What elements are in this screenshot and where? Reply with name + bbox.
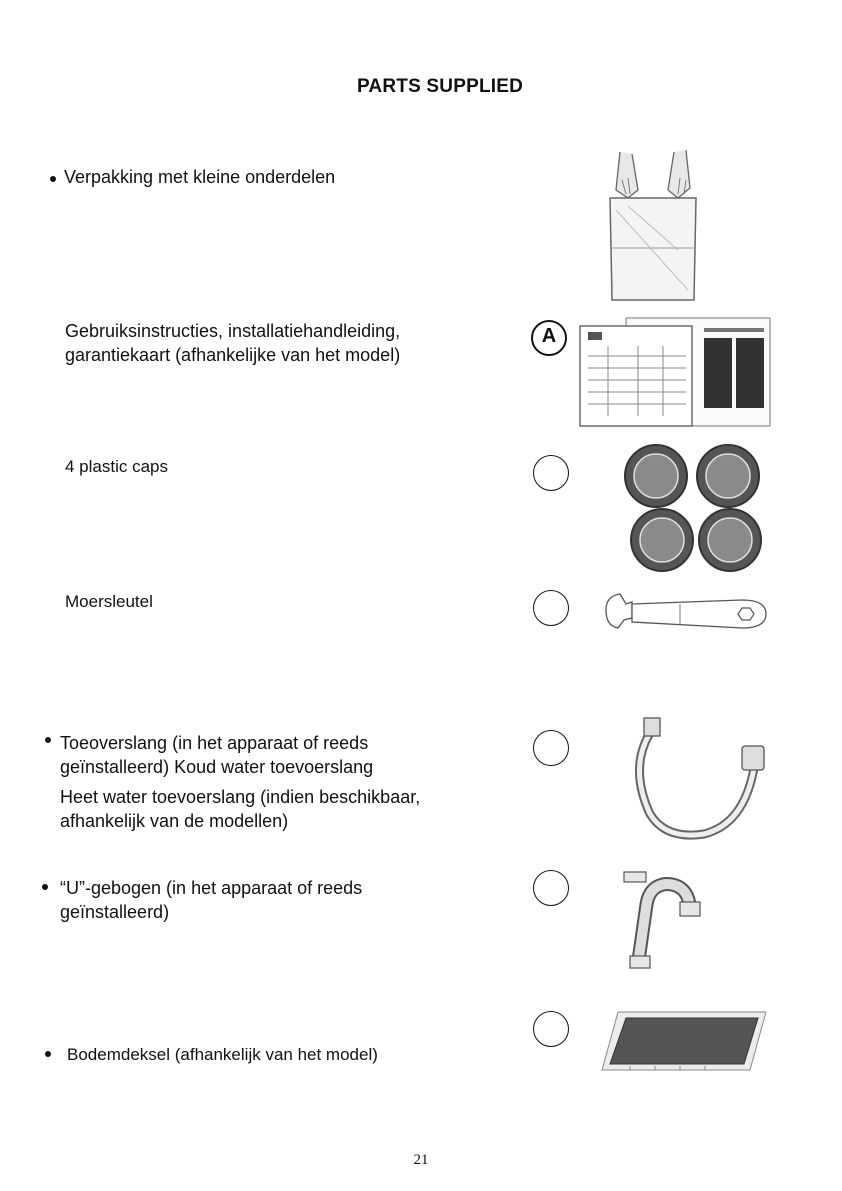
item-ubend-line1: “U”-gebogen (in het apparaat of reeds: [60, 878, 363, 898]
item-inlet-line4: afhankelijk van de modellen): [60, 811, 289, 831]
documents-icon: [578, 316, 774, 431]
page-title: PARTS SUPPLIED: [356, 76, 524, 97]
reference-circle: [533, 870, 569, 906]
item-inlet-line1: Toeoverslang (in het apparaat of reeds: [60, 733, 369, 753]
reference-circle: [533, 455, 569, 491]
u-bend-icon: [618, 868, 706, 974]
bottom-cover-icon: [600, 1008, 768, 1074]
bullet: [50, 176, 56, 182]
bullet: [45, 1051, 51, 1057]
reference-circle: [533, 590, 569, 626]
inlet-hose-icon: [626, 716, 774, 844]
wrench-icon: [602, 590, 770, 634]
item-caps-label: 4 plastic caps: [65, 457, 168, 476]
item-wrench-label: Moersleutel: [65, 592, 153, 611]
item-docs-line1: Gebruiksinstructies, installatiehandleiding,: [65, 321, 401, 341]
item-bag-label: Verpakking met kleine onderdelen: [64, 167, 336, 187]
plastic-caps-icon: [620, 444, 772, 574]
bullet: [42, 884, 48, 890]
item-inlet-line2: geïnstalleerd) Koud water toevoerslang: [60, 757, 374, 777]
reference-circle: [533, 730, 569, 766]
item-cover-label: Bodemdeksel (afhankelijk van het model): [67, 1045, 378, 1064]
small-parts-bag-icon: [598, 150, 708, 312]
item-docs-line2: garantiekaart (afhankelijke van het model): [65, 345, 401, 365]
item-ubend-line2: geïnstalleerd): [60, 902, 170, 922]
reference-circle: [533, 1011, 569, 1047]
page-number: 21: [413, 1152, 429, 1168]
reference-letter: A: [541, 325, 557, 347]
bullet: [45, 737, 51, 743]
item-inlet-line3: Heet water toevoerslang (indien beschikbaar,: [60, 787, 421, 807]
